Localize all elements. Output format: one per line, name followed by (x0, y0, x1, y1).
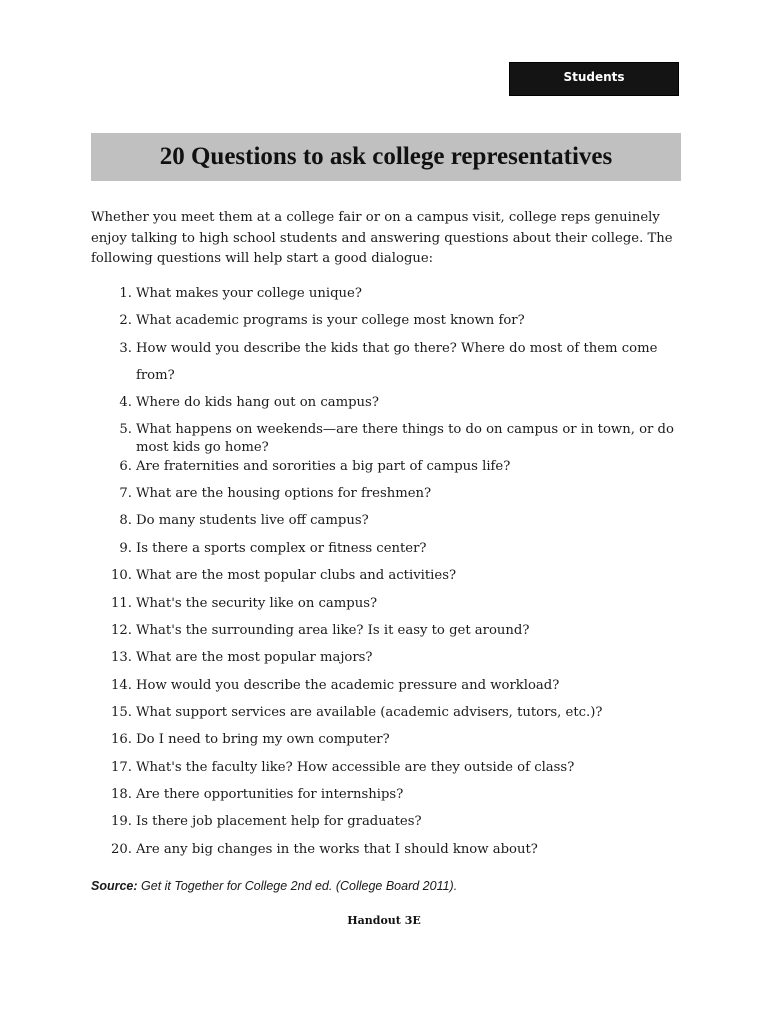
item-number: 9. (119, 541, 132, 556)
item-number: 11. (111, 596, 132, 611)
item-text: What's the security like on campus? (136, 596, 378, 611)
item-number: 10. (111, 568, 132, 583)
item-number: 6. (119, 459, 132, 474)
item-number: 15. (111, 705, 132, 720)
item-number: 3. (119, 341, 132, 356)
item-text: How would you describe the kids that go there? Where do most of them come from? (136, 341, 658, 383)
item-text: Do many students live off campus? (136, 513, 369, 528)
item-number: 16. (111, 732, 132, 747)
item-text: Are there opportunities for internships? (136, 787, 404, 802)
item-number: 8. (119, 513, 132, 528)
item-number: 14. (111, 678, 132, 693)
item-number: 2. (119, 313, 132, 328)
page-title: 20 Questions to ask college representatives (159, 143, 613, 170)
item-number: 4. (119, 395, 132, 410)
intro-paragraph: Whether you meet them at a college fair or on a campus visit, college reps genuinely enjoy talking to high school students and answering questions about their college. The following questions will help start a good dialogue: (91, 210, 673, 266)
item-number: 13. (111, 650, 132, 665)
item-number: 12. (111, 623, 132, 638)
item-number: 17. (111, 760, 132, 775)
students-badge: Students (509, 62, 679, 96)
item-text: Are fraternities and sororities a big part of campus life? (136, 459, 511, 474)
source-text: Get it Together for College 2nd ed. (College Board 2011). (137, 879, 458, 893)
item-text: What's the surrounding area like? Is it easy to get around? (136, 623, 530, 638)
item-text: Is there a sports complex or fitness center? (136, 541, 427, 556)
item-text: Are any big changes in the works that I should know about? (136, 842, 538, 857)
item-text: Where do kids hang out on campus? (136, 395, 379, 410)
source-citation (91, 879, 457, 893)
item-text: How would you describe the academic pressure and workload? (136, 678, 560, 693)
item-text: What's the faculty like? How accessible are they outside of class? (136, 760, 575, 775)
item-text: Do I need to bring my own computer? (136, 732, 390, 747)
item-number: 19. (111, 814, 132, 829)
item-text: What are the housing options for freshmen? (136, 486, 432, 501)
item-text: What academic programs is your college most known for? (136, 313, 525, 328)
item-text: What happens on weekends—are there things to do on campus or in town, or do most kids go home? (136, 422, 674, 455)
item-number: 7. (119, 486, 132, 501)
item-number: 18. (111, 787, 132, 802)
item-text: What are the most popular clubs and activities? (136, 568, 457, 583)
item-text: What support services are available (academic advisers, tutors, etc.)? (136, 705, 603, 720)
item-number: 1. (119, 286, 132, 301)
handout-footer: Handout 3E (347, 914, 421, 927)
item-number: 20. (111, 842, 132, 857)
item-text: What makes your college unique? (136, 286, 362, 301)
item-number: 5. (119, 422, 132, 437)
item-text: What are the most popular majors? (136, 650, 373, 665)
source-label: Source: (91, 879, 138, 893)
title-band (91, 133, 681, 181)
item-text: Is there job placement help for graduates? (136, 814, 422, 829)
